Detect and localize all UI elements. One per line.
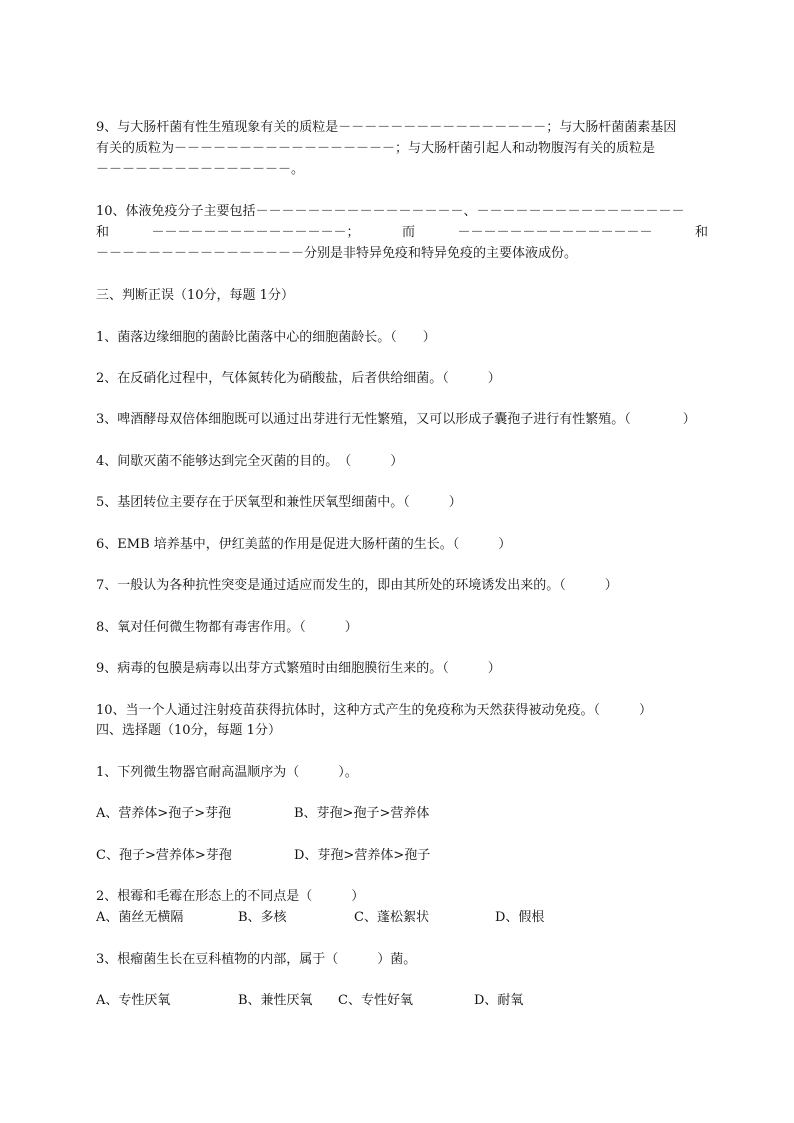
choice-q3-option-c: C、专性好氧	[338, 993, 413, 1008]
judge-item-10: 10、当一个人通过注射疫苗获得抗体时，这种方式产生的免疫称为天然获得被动免疫。（ ）	[96, 703, 653, 718]
judge-item-9: 9、病毒的包膜是病毒以出芽方式繁殖时由细胞膜衍生来的。（ ）	[96, 661, 501, 676]
judge-item-2: 2、在反硝化过程中，气体氮转化为硝酸盐，后者供给细菌。（ ）	[96, 371, 501, 386]
choice-q2-stem: 2、根霉和毛霉在形态上的不同点是（ ）	[96, 889, 365, 904]
choice-q1-option-d: D、芽孢>营养体>孢子	[294, 848, 431, 863]
q10-line-2	[96, 223, 708, 243]
judge-item-7: 7、一般认为各种抗性突变是通过适应而发生的，即由其所处的环境诱发出来的。（ ）	[96, 578, 618, 593]
judge-item-3: 3、啤酒酵母双倍体细胞既可以通过出芽进行无性繁殖，又可以形成子囊孢子进行有性繁殖。（ ）	[96, 412, 696, 427]
q10-blank-2: －－－－－－－－－－－－－－－；	[151, 225, 360, 240]
judge-item-5: 5、基团转位主要存在于厌氧型和兼性厌氧型细菌中。（ ）	[96, 495, 462, 510]
choice-q1-option-c: C、孢子>营养体>芽孢	[96, 848, 232, 863]
judge-item-8: 8、氧对任何微生物都有毒害作用。（ ）	[96, 620, 358, 635]
choice-q2-option-b: B、多核	[238, 910, 287, 925]
judge-item-6: 6、EMB 培养基中，伊红美蓝的作用是促进大肠杆菌的生长。（ ）	[96, 537, 512, 552]
q10-line-3: －－－－－－－－－－－－－－－－分别是非特异免疫和特异免疫的主要体液成份。	[96, 246, 578, 261]
section3-heading: 三、判断正误（10分，每题 1分）	[96, 288, 294, 303]
q10-word-er: 而	[401, 225, 415, 240]
choice-q2-option-d: D、假根	[495, 910, 545, 925]
choice-q1-option-a: A、营养体>孢子>芽孢	[96, 806, 232, 821]
judge-item-4: 4、间歇灭菌不能够达到完全灭菌的目的。 （ ）	[96, 454, 404, 469]
q9-line-2: 有关的质粒为－－－－－－－－－－－－－－－－－；与大肠杆菌引起人和动物腹泻有关的质粒是	[96, 141, 656, 156]
judge-item-1: 1、菌落边缘细胞的菌龄比菌落中心的细胞菌龄长。（ ）	[96, 330, 436, 345]
q10-word-he-2: 和	[694, 225, 708, 240]
choice-q2-option-c: C、蓬松絮状	[354, 910, 429, 925]
choice-q1-option-b: B、芽孢>孢子>营养体	[294, 806, 430, 821]
choice-q3-stem: 3、根瘤菌生长在豆科植物的内部，属于（ ）菌。	[96, 952, 417, 967]
choice-q3-option-b: B、兼性厌氧	[238, 993, 313, 1008]
choice-q3-option-a: A、专性厌氧	[96, 993, 171, 1008]
q10-blank-3: －－－－－－－－－－－－－－－	[457, 225, 653, 240]
section4-heading: 四、选择题（10分，每题 1分）	[96, 723, 281, 738]
q10-word-he-1: 和	[96, 225, 110, 240]
choice-q1-stem: 1、下列微生物器官耐高温顺序为（ ）。	[96, 765, 358, 780]
choice-q3-option-d: D、耐氧	[474, 993, 524, 1008]
choice-q2-option-a: A、菌丝无横隔	[96, 910, 184, 925]
q9-line-1: 9、与大肠杆菌有性生殖现象有关的质粒是－－－－－－－－－－－－－－－－；与大肠杆菌菌素基因	[96, 120, 677, 135]
q9-line-3: －－－－－－－－－－－－－－－。	[96, 162, 305, 177]
q10-line-1: 10、体液免疫分子主要包括－－－－－－－－－－－－－－－－、－－－－－－－－－－－－－－－－	[96, 204, 685, 219]
